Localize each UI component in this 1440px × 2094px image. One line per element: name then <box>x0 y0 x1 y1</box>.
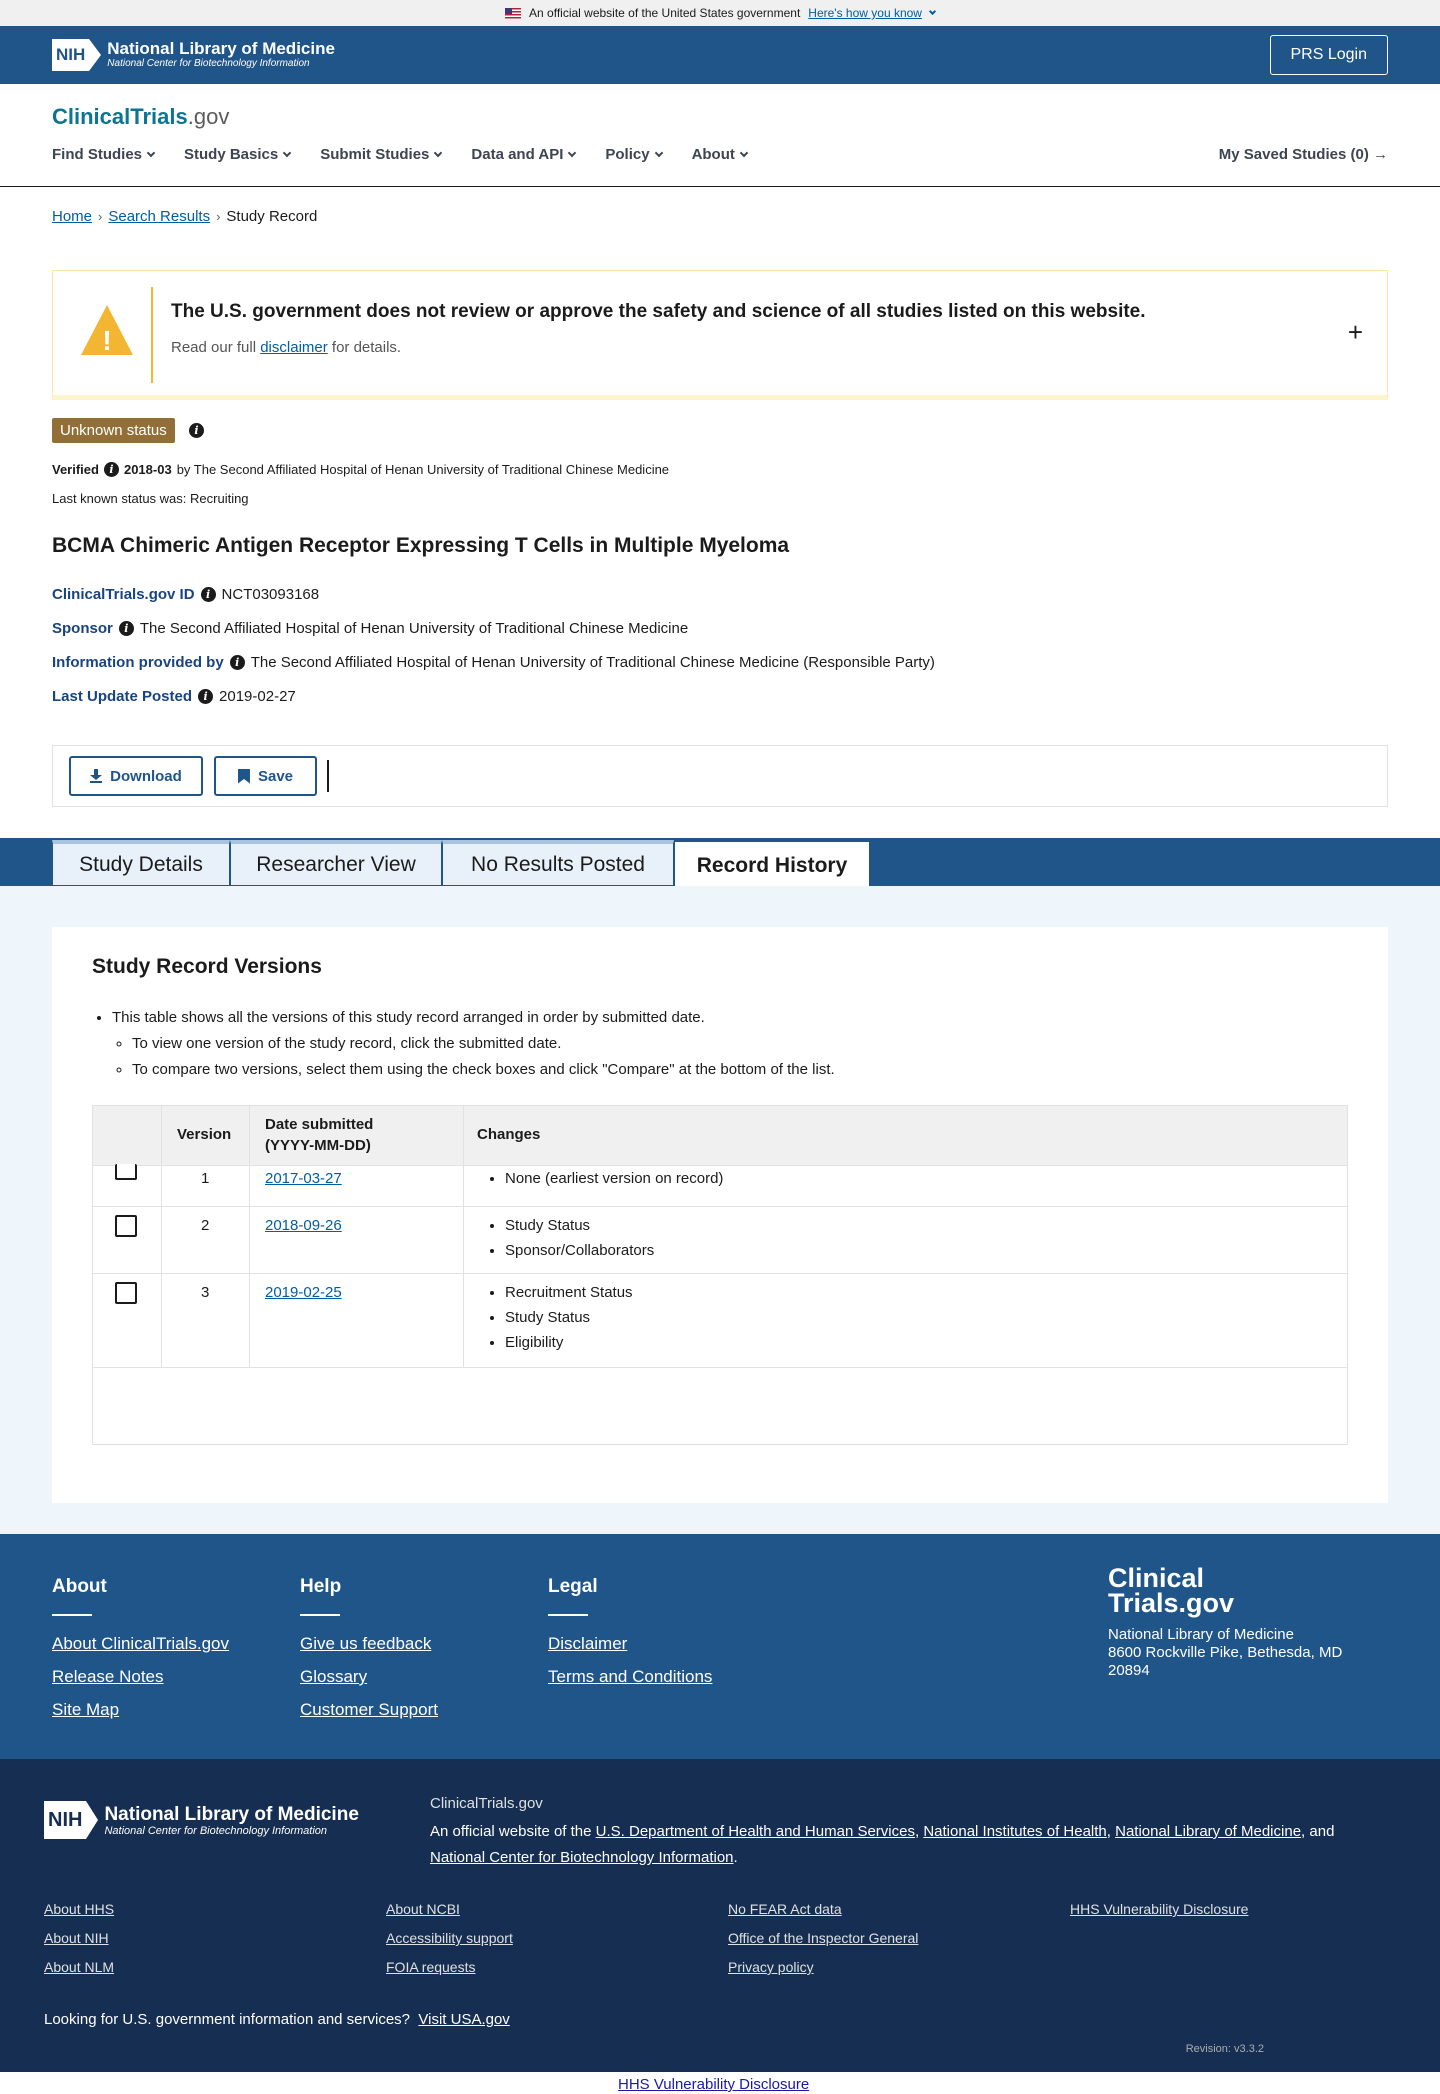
intro-text: This table shows all the versions of this study record arranged in order by submitted date. <box>112 1009 705 1026</box>
version-date-link[interactable]: 2019-02-25 <box>265 1284 342 1301</box>
chevron-down-icon <box>147 148 155 156</box>
change-item: • Eligibility <box>505 1330 633 1355</box>
version-number: 1 <box>201 1170 210 1187</box>
breadcrumb-search-results[interactable]: Search Results <box>108 208 211 225</box>
footer-link[interactable]: About NLM <box>44 1959 115 1975</box>
nih-link[interactable]: National Institutes of Health <box>923 1823 1107 1840</box>
footer-col-bar <box>300 1614 340 1616</box>
change-item: • Recruitment Status <box>505 1280 633 1305</box>
footer-link[interactable]: About ClinicalTrials.gov <box>52 1634 229 1653</box>
chevron-right-icon: › <box>98 209 103 224</box>
disclaimer-link[interactable]: disclaimer <box>260 339 328 356</box>
official-website-text: An official website of the U.S. Department of Health and Human Services, National Institutes of Health, National Library of Medicine, and National Center for Biotechnology Information. <box>430 1823 1335 1866</box>
footer-ct-name: ClinicalTrials.gov <box>430 1795 543 1812</box>
nav-about[interactable] <box>692 146 747 163</box>
nih-badge-text: NIH <box>52 39 89 71</box>
ncbi-subtitle: National Center for Biotechnology Information <box>104 1824 328 1837</box>
meta-id <box>52 586 319 603</box>
chevron-down-icon[interactable] <box>929 7 936 14</box>
version-number: 2 <box>201 1217 210 1234</box>
footer-link[interactable]: Customer Support <box>300 1700 438 1719</box>
nav-policy[interactable] <box>605 146 661 163</box>
download-icon <box>90 769 102 783</box>
nih-logo[interactable] <box>44 1801 359 1839</box>
footer-link[interactable]: No FEAR Act data <box>728 1901 842 1917</box>
footer-col-title: About <box>52 1576 107 1597</box>
meta-sponsor <box>52 620 688 637</box>
footer-links-col1 <box>44 1895 114 1982</box>
chevron-down-icon <box>654 148 662 156</box>
nih-badge-icon <box>44 1801 98 1839</box>
meta-value: The Second Affiliated Hospital of Henan University of Traditional Chinese Medicine <box>139 620 689 637</box>
footer-logo-line1: Clinical <box>1108 1563 1205 1593</box>
ct-header <box>0 84 1440 187</box>
bottom-hhs-link-wrap <box>618 2076 809 2093</box>
info-icon[interactable]: i <box>201 587 216 602</box>
col-date-line1: Date submitted <box>265 1116 374 1133</box>
nih-badge-text: NIH <box>44 1801 86 1839</box>
alert-post: for details. <box>327 339 402 356</box>
status-badge: Unknown status <box>52 418 175 443</box>
change-item: • Study Status <box>505 1305 633 1330</box>
table-header <box>93 1106 1347 1166</box>
footer-logo-line2: Trials.gov <box>1108 1588 1235 1618</box>
footer-ct-logo <box>1108 1563 1368 1680</box>
nlm-link[interactable]: National Library of Medicine <box>1115 1823 1302 1840</box>
breadcrumb-current: Study Record <box>226 208 318 225</box>
info-icon[interactable]: i <box>119 621 134 636</box>
chevron-down-icon <box>740 148 748 156</box>
versions-card <box>52 927 1388 1503</box>
saved-studies-label: My Saved Studies (0) <box>1218 146 1369 163</box>
revision-text: Revision: v3.3.2 <box>1185 2043 1264 2055</box>
footer-address: National Library of Medicine 8600 Rockville Pike, Bethesda, MD 20894 <box>1108 1626 1343 1679</box>
tab-researcher-view[interactable]: Researcher View <box>230 840 442 886</box>
ct-logo-suffix: .gov <box>187 104 230 129</box>
changes-list <box>505 1170 723 1188</box>
disclaimer-alert <box>52 270 1388 400</box>
nav-label: Policy <box>605 146 650 163</box>
footer-col-title: Help <box>300 1576 342 1597</box>
action-divider <box>327 760 329 792</box>
us-flag-icon <box>505 8 521 19</box>
nih-badge-icon <box>52 39 101 71</box>
official-pre: An official website of the <box>430 1823 596 1840</box>
meta-label: Information provided by <box>52 654 224 671</box>
versions-table <box>92 1105 1348 1445</box>
nlm-title: National Library of Medicine <box>107 39 335 58</box>
alert-title: The U.S. government does not review or approve the safety and science of all studies listed on this website. <box>171 301 1146 322</box>
nav-label: Study Basics <box>184 146 279 163</box>
chevron-down-icon <box>283 148 291 156</box>
col-changes: Changes <box>477 1126 541 1143</box>
verified-label: Verified <box>52 462 99 477</box>
footer-link[interactable]: Terms and Conditions <box>548 1667 713 1686</box>
gov-banner-text: An official website of the United States government <box>529 6 801 20</box>
footer-col-bar <box>52 1614 92 1616</box>
gov-banner <box>0 0 1440 26</box>
footer-links-col3 <box>728 1895 918 1982</box>
nav-label: About <box>691 146 735 163</box>
footer-link[interactable]: Glossary <box>300 1667 368 1686</box>
footer-help-col <box>300 1576 438 1733</box>
meta-value: 2019-02-27 <box>219 688 296 705</box>
meta-last-update <box>52 688 296 705</box>
footer-link[interactable]: Accessibility support <box>386 1930 513 1946</box>
tab-no-results-posted[interactable]: No Results Posted <box>442 840 674 886</box>
nih-logo[interactable] <box>52 39 335 71</box>
meta-label: Sponsor <box>52 620 113 637</box>
tab-record-history[interactable]: Record History <box>675 842 869 886</box>
footer-link[interactable]: About HHS <box>44 1901 115 1917</box>
ncbi-link[interactable]: National Center for Biotechnology Information <box>430 1849 734 1866</box>
verified-by: by The Second Affiliated Hospital of Henan University of Traditional Chinese Medicine <box>176 462 670 477</box>
version-checkbox[interactable] <box>115 1164 137 1180</box>
footer-link[interactable]: About NCBI <box>386 1901 460 1917</box>
chevron-down-icon <box>568 148 576 156</box>
chevron-down-icon <box>434 148 442 156</box>
usa-gov-link[interactable]: Visit USA.gov <box>418 2011 510 2028</box>
main-nav <box>52 146 747 163</box>
footer-nlm <box>0 1759 1440 2072</box>
tab-study-details[interactable]: Study Details <box>52 840 230 886</box>
ncbi-subtitle: National Center for Biotechnology Information <box>107 58 310 69</box>
footer-legal-col <box>548 1576 712 1700</box>
footer-link[interactable]: FOIA requests <box>386 1959 476 1975</box>
info-icon[interactable]: i <box>230 655 245 670</box>
footer-link[interactable]: Give us feedback <box>300 1634 432 1653</box>
last-known-status: Last known status was: Recruiting <box>52 491 249 506</box>
version-number: 3 <box>201 1284 210 1301</box>
nav-find-studies[interactable] <box>52 146 154 163</box>
col-version: Version <box>177 1126 232 1143</box>
prs-login-button[interactable]: PRS Login <box>1270 35 1389 75</box>
footer-link[interactable]: Office of the Inspector General <box>728 1930 919 1946</box>
footer-link[interactable]: Privacy policy <box>728 1959 814 1975</box>
save-label: Save <box>257 767 294 785</box>
footer-col-title: Legal <box>548 1576 598 1597</box>
info-icon[interactable]: i <box>189 423 204 438</box>
change-item: • Sponsor/Collaborators <box>505 1238 654 1263</box>
usa-gov-line <box>44 2011 510 2028</box>
change-item: • None (earliest version on record) <box>505 1170 723 1188</box>
nav-study-basics[interactable] <box>184 146 290 163</box>
meta-value: NCT03093168 <box>221 586 320 603</box>
save-button[interactable] <box>214 756 317 796</box>
nav-submit-studies[interactable] <box>320 146 441 163</box>
study-title: BCMA Chimeric Antigen Receptor Expressing T Cells in Multiple Myeloma <box>52 534 790 557</box>
ct-logo-main: ClinicalTrials <box>52 104 188 129</box>
version-checkbox[interactable] <box>115 1282 137 1304</box>
version-date-link[interactable]: 2018-09-26 <box>265 1217 342 1234</box>
ct-logo[interactable] <box>52 104 229 130</box>
footer-link[interactable]: HHS Vulnerability Disclosure <box>1070 1901 1249 1917</box>
versions-title: Study Record Versions <box>92 955 322 978</box>
alert-pre: Read our full <box>171 339 261 356</box>
saved-studies-link[interactable] <box>1219 146 1388 163</box>
breadcrumb <box>52 208 317 225</box>
arrow-right-icon: → <box>1373 146 1388 163</box>
table-row <box>93 1166 1347 1207</box>
version-date-link[interactable]: 2017-03-27 <box>265 1170 342 1187</box>
intro-sub-item: ◦ To view one version of the study record, click the submitted date. <box>132 1031 835 1057</box>
footer-links-col4 <box>1070 1895 1248 1924</box>
meta-label: ClinicalTrials.gov ID <box>52 586 195 603</box>
footer-main <box>0 1534 1440 1759</box>
verified-line <box>52 462 669 477</box>
bookmark-icon <box>238 769 250 784</box>
version-checkbox[interactable] <box>115 1215 137 1237</box>
hhs-link[interactable]: U.S. Department of Health and Human Services <box>595 1823 915 1840</box>
info-icon[interactable]: i <box>104 462 119 477</box>
intro-item <box>112 1005 835 1083</box>
hhs-vulnerability-link[interactable]: HHS Vulnerability Disclosure <box>618 2076 810 2093</box>
meta-value: The Second Affiliated Hospital of Henan University of Traditional Chinese Medicine (Responsible Party) <box>250 654 935 671</box>
warning-icon-mark: ! <box>102 325 112 356</box>
info-icon[interactable]: i <box>198 689 213 704</box>
footer-link[interactable]: Site Map <box>52 1700 120 1719</box>
nav-data-api[interactable] <box>471 146 575 163</box>
footer-links-col2 <box>386 1895 513 1982</box>
footer-link[interactable]: Disclaimer <box>548 1634 628 1653</box>
nih-header <box>0 26 1440 84</box>
verified-date: 2018-03 <box>123 462 172 477</box>
nlm-title: National Library of Medicine <box>104 1803 359 1825</box>
footer-link[interactable]: Release Notes <box>52 1667 164 1686</box>
footer-link[interactable]: About NIH <box>44 1930 109 1946</box>
download-label: Download <box>110 767 182 785</box>
table-row <box>93 1274 1347 1368</box>
chevron-right-icon: › <box>216 209 221 224</box>
versions-intro <box>112 1005 835 1083</box>
footer-about-col <box>52 1576 229 1733</box>
footer-col-bar <box>548 1614 588 1616</box>
changes-list <box>505 1280 633 1355</box>
intro-sub-item: ◦ To compare two versions, select them using the check boxes and click "Compare" at the bottom of the list. <box>132 1057 835 1083</box>
meta-label: Last Update Posted <box>52 688 193 705</box>
download-button[interactable] <box>69 756 203 796</box>
table-row <box>93 1207 1347 1274</box>
change-item: • Study Status <box>505 1213 654 1238</box>
nav-label: Find Studies <box>52 146 142 163</box>
usa-text: Looking for U.S. government information and services? <box>44 2011 411 2028</box>
breadcrumb-home[interactable]: Home <box>52 208 93 225</box>
action-bar <box>52 745 1388 807</box>
col-date-line2: (YYYY-MM-DD) <box>265 1137 371 1154</box>
alert-subtext <box>171 339 401 356</box>
alert-divider <box>151 287 153 383</box>
meta-info-provided <box>52 654 935 671</box>
heres-how-you-know-link[interactable]: Here's how you know <box>808 6 922 20</box>
nav-label: Data and API <box>471 146 564 163</box>
changes-list <box>505 1213 654 1263</box>
nav-label: Submit Studies <box>320 146 430 163</box>
expand-plus-icon[interactable]: + <box>1347 317 1363 347</box>
